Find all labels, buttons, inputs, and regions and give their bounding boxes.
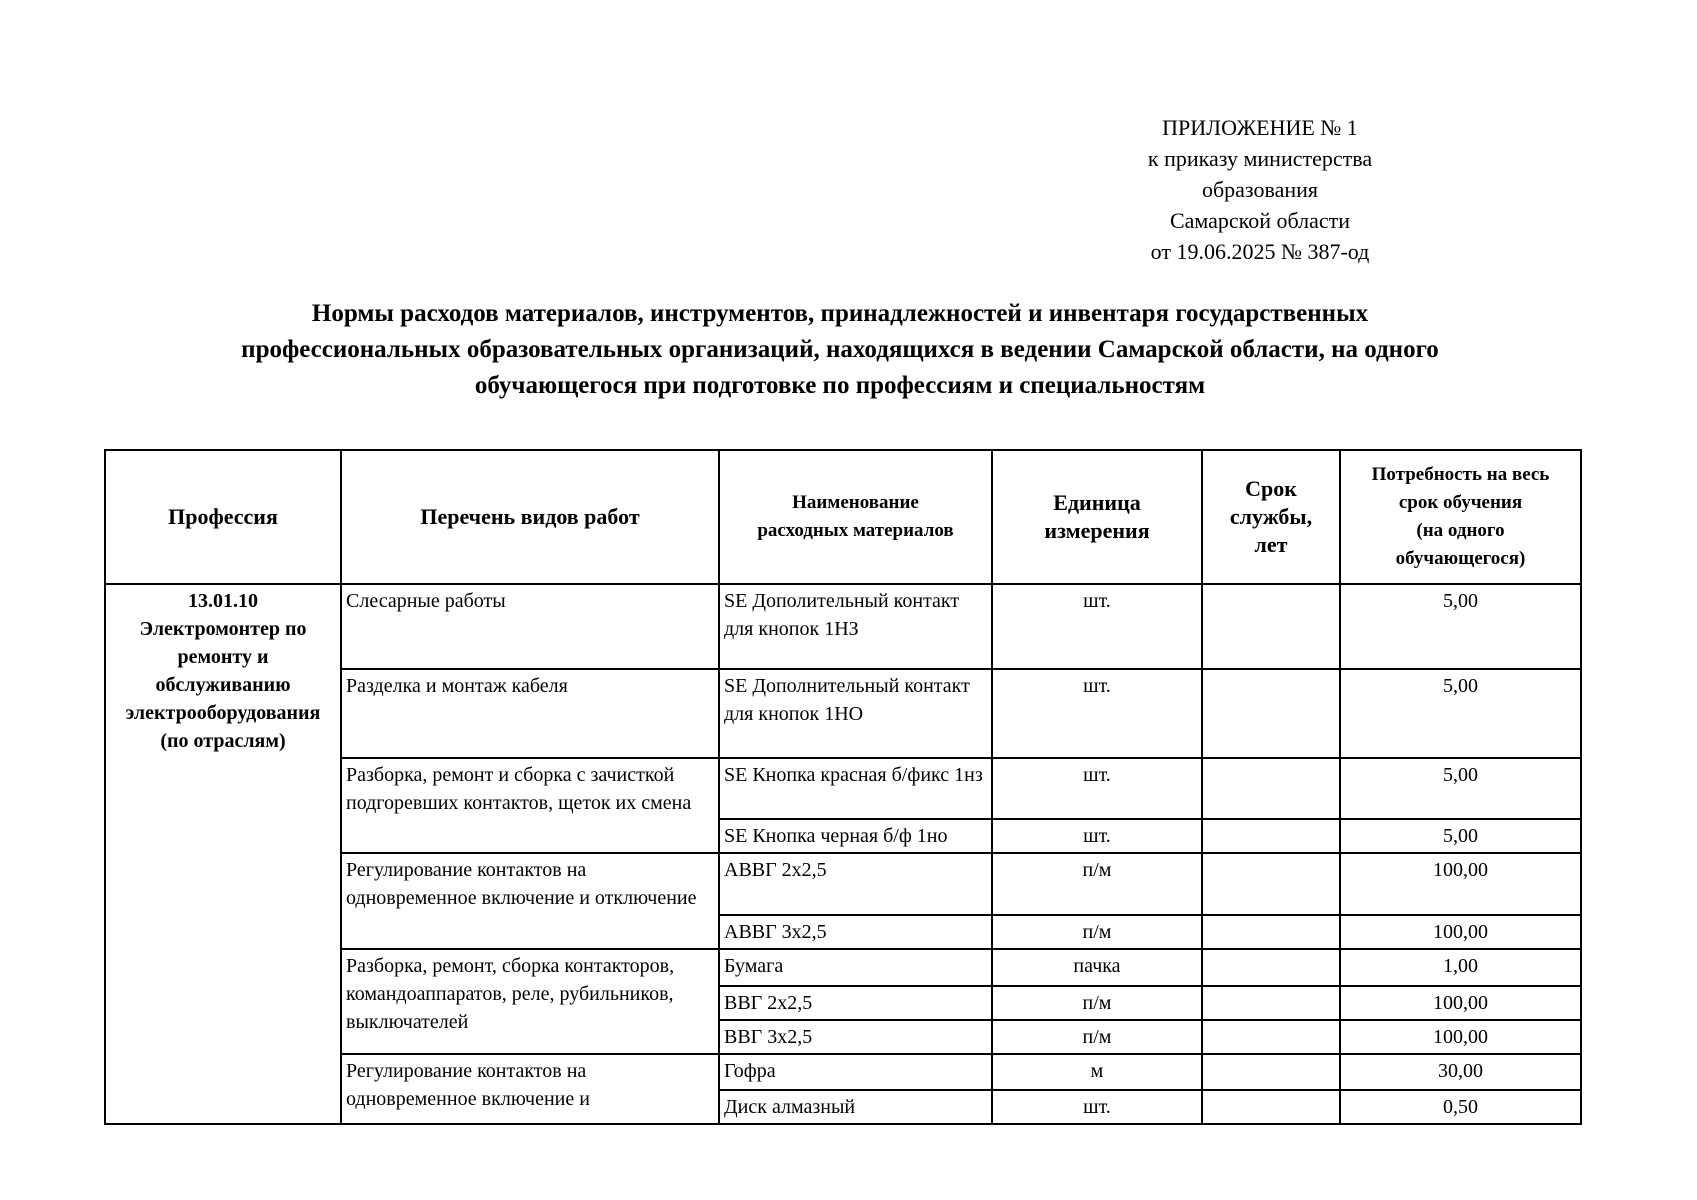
unit-cell: п/м xyxy=(992,915,1202,949)
material-cell: Диск алмазный xyxy=(719,1090,992,1124)
profession-name-line: электрооборудования xyxy=(125,702,321,724)
material-cell: АВВГ 3х2,5 xyxy=(719,915,992,949)
service-life-cell xyxy=(1202,853,1340,915)
service-life-cell xyxy=(1202,1090,1340,1124)
need-cell: 30,00 xyxy=(1340,1054,1581,1090)
unit-cell: шт. xyxy=(992,669,1202,758)
appendix-line: Самарской области xyxy=(1169,208,1351,233)
profession-name-line: Электромонтер по xyxy=(139,618,307,640)
need-cell: 100,00 xyxy=(1340,1020,1581,1054)
document-title xyxy=(120,296,1560,404)
need-cell: 100,00 xyxy=(1340,853,1581,915)
material-cell: SE Дополительный контакт для кнопок 1НЗ xyxy=(719,584,992,669)
profession-cell xyxy=(105,584,341,1124)
service-life-cell xyxy=(1202,986,1340,1020)
appendix-line: от 19.06.2025 № 387-од xyxy=(1150,239,1370,264)
unit-cell: шт. xyxy=(992,1090,1202,1124)
norms-table xyxy=(104,449,1582,1125)
need-cell: 1,00 xyxy=(1340,949,1581,986)
material-cell: SE Дополнительный контакт для кнопок 1НО xyxy=(719,669,992,758)
need-cell: 5,00 xyxy=(1340,584,1581,669)
work-cell: Разборка, ремонт и сборка с зачисткой подгоревших контактов, щеток их смена xyxy=(341,758,719,853)
title-line: Нормы расходов материалов, инструментов, принадлежностей и инвентаря государственных xyxy=(311,300,1369,327)
unit-cell: п/м xyxy=(992,986,1202,1020)
service-life-cell xyxy=(1202,669,1340,758)
title-line: обучающегося при подготовке по профессиям и специальностям xyxy=(474,372,1206,399)
header-unit xyxy=(992,450,1202,584)
service-life-cell xyxy=(1202,915,1340,949)
profession-name-line: ремонту и xyxy=(177,646,269,668)
header-text: Перечень видов работ xyxy=(420,504,640,529)
material-cell: ВВГ 2х2,5 xyxy=(719,986,992,1020)
appendix-header xyxy=(1100,112,1420,267)
service-life-cell xyxy=(1202,584,1340,669)
header-service-life xyxy=(1202,450,1340,584)
header-text: измерения xyxy=(1044,518,1150,543)
unit-cell: п/м xyxy=(992,853,1202,915)
material-cell: Гофра xyxy=(719,1054,992,1090)
service-life-cell xyxy=(1202,1054,1340,1090)
work-cell: Регулирование контактов на одновременное включение и xyxy=(341,1054,719,1124)
profession-code: 13.01.10 xyxy=(188,590,258,612)
header-works xyxy=(341,450,719,584)
work-cell: Регулирование контактов на одновременное включение и отключение xyxy=(341,853,719,949)
header-profession xyxy=(105,450,341,584)
header-text: Потребность на весь xyxy=(1371,464,1550,485)
need-cell: 0,50 xyxy=(1340,1090,1581,1124)
material-cell: АВВГ 2х2,5 xyxy=(719,853,992,915)
unit-cell: шт. xyxy=(992,584,1202,669)
need-cell: 100,00 xyxy=(1340,986,1581,1020)
norms-table-viewport xyxy=(104,449,1584,1118)
appendix-line: к приказу министерства xyxy=(1147,146,1373,171)
appendix-line: ПРИЛОЖЕНИЕ № 1 xyxy=(1162,115,1358,140)
work-cell: Разделка и монтаж кабеля xyxy=(341,669,719,758)
profession-name-line: обслуживанию xyxy=(155,674,291,696)
work-cell: Разборка, ремонт, сборка контакторов, командоаппаратов, реле, рубильников, выключателей xyxy=(341,949,719,1054)
header-text: службы, xyxy=(1229,504,1313,529)
need-cell: 100,00 xyxy=(1340,915,1581,949)
header-text: срок обучения xyxy=(1398,492,1523,513)
header-text: Единица xyxy=(1053,490,1141,515)
need-cell: 5,00 xyxy=(1340,819,1581,853)
need-cell: 5,00 xyxy=(1340,669,1581,758)
header-text: расходных материалов xyxy=(757,520,954,541)
header-text: Наименование xyxy=(792,492,919,513)
unit-cell: шт. xyxy=(992,758,1202,819)
header-text: (на одного xyxy=(1416,520,1505,541)
title-line: профессиональных образовательных организаций, находящихся в ведении Самарской области, на одного xyxy=(241,336,1439,363)
need-cell: 5,00 xyxy=(1340,758,1581,819)
unit-cell: пачка xyxy=(992,949,1202,986)
material-cell: SE Кнопка черная б/ф 1но xyxy=(719,819,992,853)
material-cell: Бумага xyxy=(719,949,992,986)
service-life-cell xyxy=(1202,949,1340,986)
header-need xyxy=(1340,450,1581,584)
work-cell: Слесарные работы xyxy=(341,584,719,669)
header-text: лет xyxy=(1254,532,1288,557)
header-materials xyxy=(719,450,992,584)
header-text: обучающегося) xyxy=(1395,548,1526,569)
header-text: Срок xyxy=(1245,476,1297,501)
profession-name-line: (по отраслям) xyxy=(160,730,286,752)
service-life-cell xyxy=(1202,758,1340,819)
unit-cell: п/м xyxy=(992,1020,1202,1054)
unit-cell: м xyxy=(992,1054,1202,1090)
material-cell: SE Кнопка красная б/фикс 1нз xyxy=(719,758,992,819)
table-row xyxy=(105,584,1581,669)
material-cell: ВВГ 3х2,5 xyxy=(719,1020,992,1054)
service-life-cell xyxy=(1202,1020,1340,1054)
unit-cell: шт. xyxy=(992,819,1202,853)
header-text: Профессия xyxy=(168,504,278,529)
table-header-row xyxy=(105,450,1581,584)
service-life-cell xyxy=(1202,819,1340,853)
appendix-line: образования xyxy=(1201,177,1319,202)
